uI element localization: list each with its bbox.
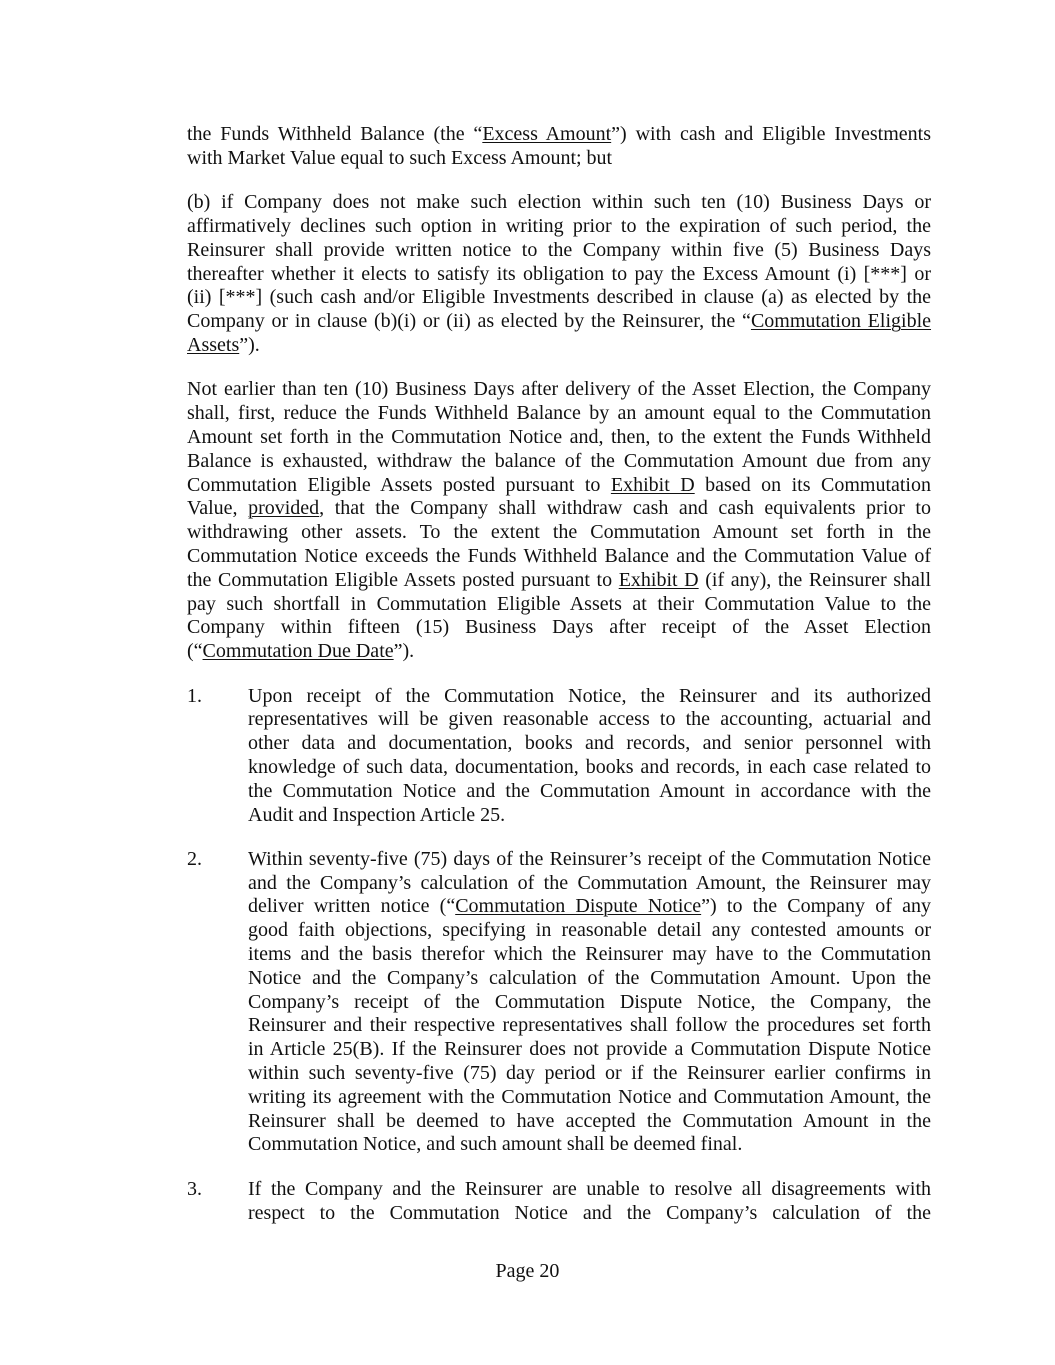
- provided-term: provided: [248, 497, 320, 520]
- para-1-line-2: with Market Value equal to such Excess Amount; but: [187, 146, 613, 169]
- para-2-line-6: [187, 310, 931, 334]
- para-1-line-1-text-b: ”) with cash and Eligible Investments: [611, 123, 931, 145]
- item-1-line-5: the Commutation Notice and the Commutation Amount in accordance with the: [248, 779, 931, 802]
- page-number: Page 20: [495, 1260, 560, 1282]
- para-3-line-6-text-b: , that the Company shall withdraw cash and cash equivalents prior to: [319, 497, 931, 520]
- para-2-line-1: (b) if Company does not make such election within such ten (10) Business Days or: [187, 191, 931, 214]
- excess-amount-defined-term: Excess Amount: [482, 123, 612, 145]
- para-3-line-9-text-b: (if any), the Reinsurer shall: [698, 568, 931, 591]
- commutation-due-date-term: Commutation Due Date: [202, 640, 394, 663]
- exhibit-d-reference: Exhibit D: [618, 568, 699, 591]
- item-2-line-3-text-a: deliver written notice (“: [248, 895, 456, 918]
- item-2-line-8: Reinsurer and their respective representatives shall follow the procedures set forth: [248, 1014, 931, 1037]
- para-2-line-6-text-a: Company or in clause (b)(i) or (ii) as elected by the Reinsurer, the “: [187, 310, 751, 333]
- item-2-line-2: and the Company’s calculation of the Commutation Amount, the Reinsurer may: [248, 871, 931, 894]
- para-3-line-4: Balance is exhausted, withdraw the balance of the Commutation Amount due from any: [187, 449, 931, 472]
- para-3-line-5-text-a: Commutation Eligible Assets posted pursuant to: [187, 473, 611, 496]
- para-3-line-9-text-a: the Commutation Eligible Assets posted pursuant to: [187, 568, 619, 591]
- para-2-line-2: affirmatively declines such option in writing prior to the expiration of such period, the: [187, 214, 931, 237]
- item-1-line-3: other data and documentation, books and records, and senior personnel with: [248, 732, 931, 755]
- para-3-line-6-text-a: Value,: [187, 497, 249, 520]
- item-2-line-13: Commutation Notice, and such amount shall be deemed final.: [248, 1133, 743, 1156]
- para-3-line-7: withdrawing other assets. To the extent the Commutation Amount set forth in the: [187, 521, 931, 544]
- item-2-line-1: Within seventy-five (75) days of the Reinsurer’s receipt of the Commutation Notice: [248, 847, 931, 870]
- item-1-line-1: Upon receipt of the Commutation Notice, the Reinsurer and its authorized: [248, 684, 931, 707]
- exhibit-d-reference: Exhibit D: [610, 473, 695, 496]
- item-2-line-6: Notice and the Company’s calculation of the Commutation Amount. Upon the: [248, 966, 931, 989]
- item-2-line-5: items and the basis therefor which the Reinsurer may have to the Commutation: [248, 943, 931, 966]
- item-2-line-9: in Article 25(B). If the Reinsurer does not provide a Commutation Dispute Notice: [248, 1038, 931, 1061]
- para-2-line-4: thereafter whether it elects to satisfy its obligation to pay the Excess Amount (i) [***] or: [187, 262, 931, 285]
- para-2-line-7: [187, 334, 931, 358]
- item-3-body: [248, 1178, 931, 1226]
- para-2-line-3: Reinsurer shall provide written notice to the Company within five (5) Business Days: [187, 238, 931, 261]
- para-3-line-3: Amount set forth in the Commutation Notice and, then, to the extent the Funds Withheld: [187, 425, 931, 448]
- paragraph-clause-b: [187, 191, 931, 358]
- para-3-line-12-text-a: (“: [187, 640, 203, 663]
- item-2-line-11: writing its agreement with the Commutation Notice and Commutation Amount, the: [248, 1085, 931, 1108]
- item-2-line-3-text-b: ”) to the Company of any: [701, 895, 931, 918]
- item-1-body: [248, 685, 931, 828]
- numbered-item-3: [187, 1178, 931, 1226]
- para-3-line-11: Company within fifteen (15) Business Days after receipt of the Asset Election: [187, 616, 931, 639]
- paragraph-excess-amount: [187, 123, 931, 171]
- para-3-line-12-text-b: ”).: [393, 640, 415, 663]
- item-2-line-7: Company’s receipt of the Commutation Dispute Notice, the Company, the: [248, 990, 931, 1013]
- commutation-eligible-assets-term-part-2: Assets: [187, 333, 240, 356]
- para-3-line-12: [187, 640, 931, 664]
- item-2-line-4: good faith objections, specifying in reasonable detail any contested amounts or: [248, 919, 931, 942]
- para-2-line-5: (ii) [***] (such cash and/or Eligible Investments described in clause (a) as elected by the: [187, 286, 931, 309]
- para-1-line-1-text-a: the Funds Withheld Balance (the “: [187, 123, 483, 145]
- numbered-item-2: [187, 848, 931, 1157]
- numbered-item-1: [187, 685, 931, 828]
- item-2-body: [248, 848, 931, 1157]
- para-3-line-5: [187, 474, 931, 498]
- para-3-line-8: Commutation Notice exceeds the Funds Withheld Balance and the Commutation Value of: [187, 544, 931, 567]
- item-number: 3.: [187, 1177, 202, 1200]
- item-1-line-2: representatives will be given reasonable access to the accounting, actuarial and: [248, 708, 931, 731]
- paragraph-commutation-withdrawal: [187, 378, 931, 664]
- commutation-dispute-notice-term: Commutation Dispute Notice: [455, 895, 702, 918]
- item-3-line-2: respect to the Commutation Notice and the Company’s calculation of the: [248, 1201, 931, 1224]
- para-3-line-5-text-b: based on its Commutation: [694, 473, 931, 496]
- item-2-line-3: [248, 895, 931, 919]
- para-3-line-2: shall, first, reduce the Funds Withheld Balance by an amount equal to the Commutation: [187, 402, 931, 425]
- para-1-line-1: [187, 123, 931, 147]
- document-body: [187, 123, 931, 1246]
- para-3-line-9: [187, 569, 931, 593]
- item-2-line-12: Reinsurer shall be deemed to have accepted the Commutation Amount in the: [248, 1109, 931, 1132]
- item-1-line-6: Audit and Inspection Article 25.: [248, 803, 506, 826]
- item-1-line-4: knowledge of such data, documentation, books and records, in each case related to: [248, 755, 931, 778]
- para-2-line-7-text-b: ”).: [239, 333, 260, 356]
- item-2-line-10: within such seventy-five (75) day period or if the Reinsurer earlier confirms in: [248, 1062, 931, 1085]
- item-3-line-1: If the Company and the Reinsurer are unable to resolve all disagreements with: [248, 1177, 931, 1200]
- commutation-eligible-assets-term-part-1: Commutation Eligible: [750, 310, 932, 333]
- para-3-line-1: Not earlier than ten (10) Business Days after delivery of the Asset Election, the Company: [187, 378, 931, 401]
- item-number: 2.: [187, 847, 202, 870]
- para-3-line-6: [187, 497, 931, 521]
- item-number: 1.: [187, 684, 202, 707]
- para-3-line-10: pay such shortfall in Commutation Eligible Assets at their Commutation Value to the: [187, 592, 931, 615]
